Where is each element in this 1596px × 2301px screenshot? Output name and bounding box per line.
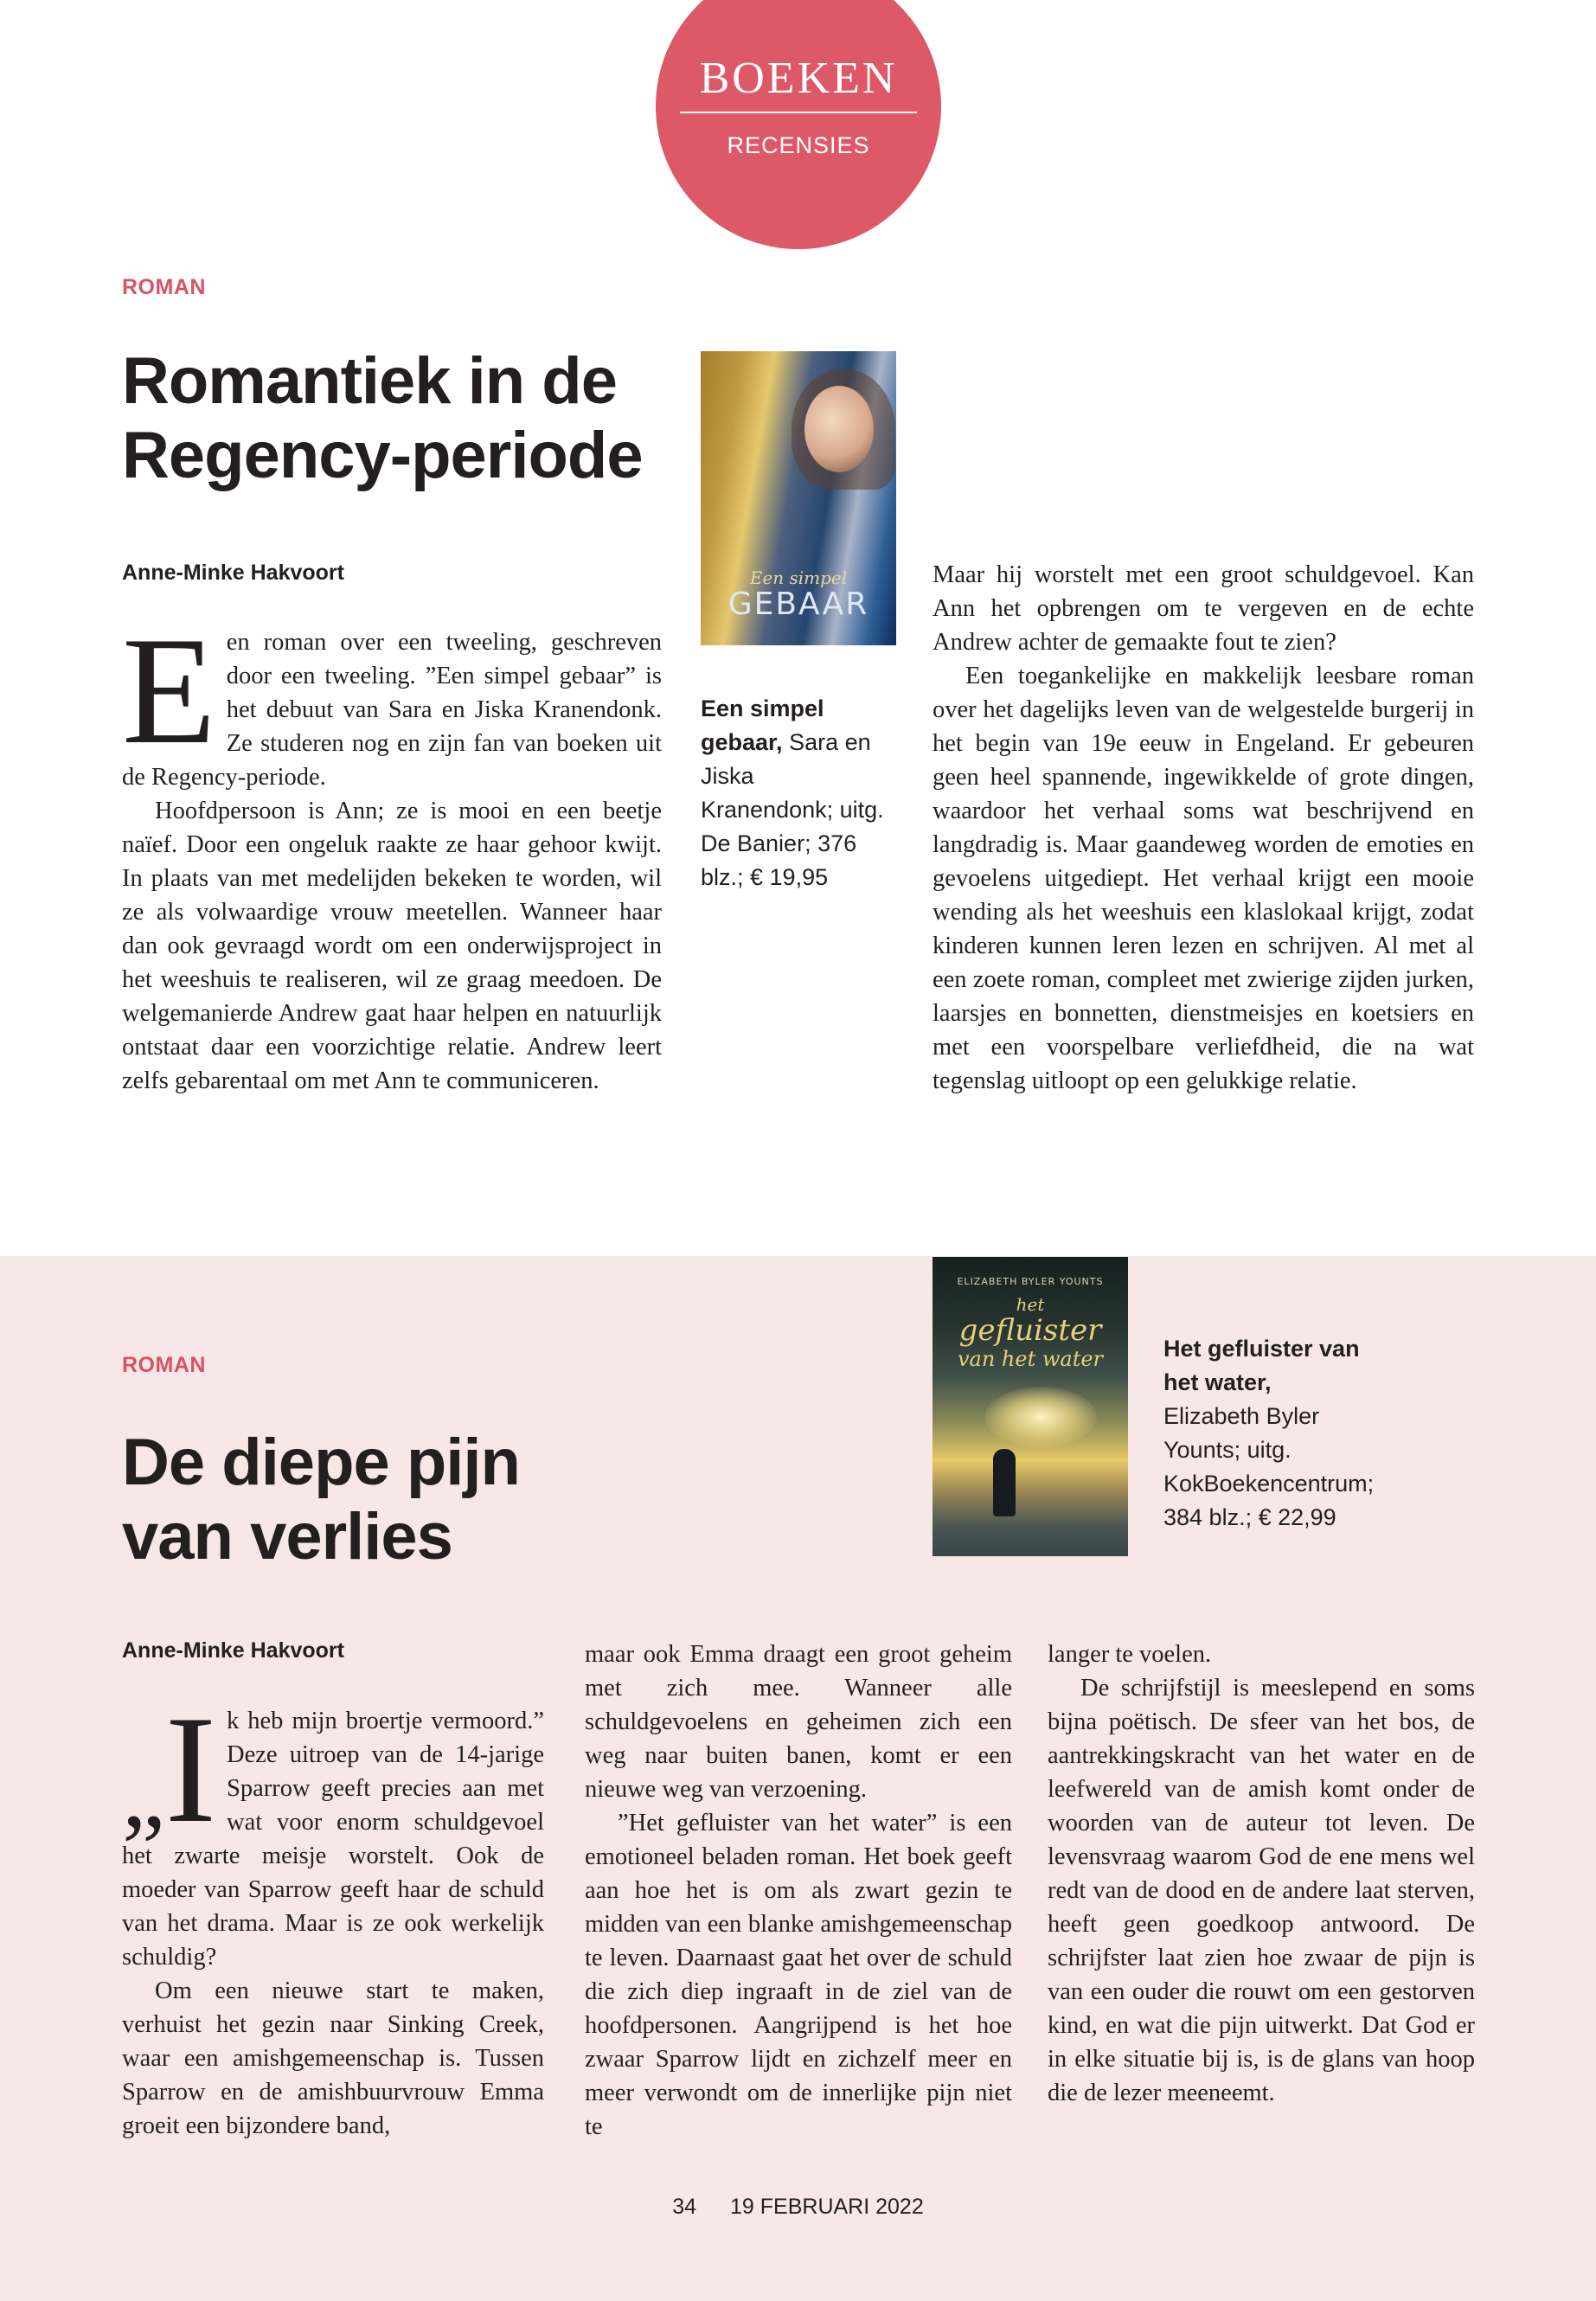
section-subtitle: RECENSIES bbox=[727, 132, 870, 158]
review1-col2-p1: Maar hij worstelt met een groot schuldgevoel. Kan Ann het opbrengen om te vergeven en de echte Andrew achter de gemaakte fout te zien? bbox=[933, 561, 1474, 656]
review2-column-3 bbox=[1048, 1638, 1475, 2110]
page-number: 34 bbox=[672, 2195, 697, 2219]
review2-title-line1: De diepe pijn bbox=[122, 1426, 520, 1499]
review2-column-2 bbox=[585, 1638, 1012, 2144]
cover2-title: het gefluister van het water bbox=[957, 1294, 1104, 1371]
section-badge bbox=[656, 0, 941, 249]
cover1-title: GEBAAR bbox=[727, 586, 869, 622]
review2-col2-p1: maar ook Emma draagt een groot geheim met zich mee. Wanneer alle schuldgevoelens en geheimen zich een weg naar buiten banen, komt er een nieuwe weg van verzoening. bbox=[585, 1641, 1012, 1803]
cover1-subtitle: Een simpel bbox=[749, 567, 848, 588]
book-cover-het-gefluister-van-het-water bbox=[933, 1257, 1128, 1556]
review1-headline bbox=[122, 344, 693, 493]
review1-column-2 bbox=[933, 558, 1474, 1098]
review2-book-details: Elizabeth Byler Younts; uitg. KokBoekencentrum; 384 blz.; € 22,99 bbox=[1163, 1403, 1375, 1530]
review1-author: Anne-Minke Hakvoort bbox=[122, 561, 344, 585]
cover2-author: ELIZABETH BYLER YOUNTS bbox=[957, 1276, 1104, 1287]
cover2-girl-silhouette bbox=[993, 1449, 1016, 1516]
review2-author: Anne-Minke Hakvoort bbox=[122, 1638, 344, 1663]
review1-column-1 bbox=[122, 605, 662, 1098]
review2-book-caption bbox=[1163, 1332, 1375, 1535]
review1-kicker: ROMAN bbox=[122, 275, 206, 299]
section-title: BOEKEN bbox=[699, 54, 898, 103]
review2-col3-p2: De schrijfstijl is meeslepend en soms bijna poëtisch. De sfeer van het bos, de aantrekkingskracht van het water en de leefwereld van de amish komt onder de woorden van de auteur tot leven. De levensvraag waarom God de ene mens wel redt van de dood en de andere laat sterven, heeft geen goedkoop antwoord. De schrijfster laat zien hoe zwaar de pijn is van een ouder die rouwt om een gestorven kind, en wat die pijn uitwerkt. Dat God er in elke situatie bij is, is de glans van hoop die de lezer meeneemt. bbox=[1048, 1675, 1475, 2106]
review2-col1-p1: k heb mijn broertje vermoord.” Deze uitroep van de 14-jarige Sparrow geeft precies aan met wat voor enorm schuldgevoel het zwarte meisje worstelt. Ook de moeder van Sparrow geeft haar de schuld van het drama. Maar is ze ook werkelijk schuldig? bbox=[122, 1708, 544, 1971]
review1-col1-p1: en roman over een tweeling, geschreven door een tweeling. ”Een simpel gebaar” is het debuut van Sara en Jiska Kranendonk. Ze studeren nog en zijn fan van boeken uit de Regency-periode. bbox=[122, 629, 662, 791]
review1-title-line1: Romantiek in de bbox=[122, 344, 617, 418]
review2-dropcap: „I bbox=[122, 1683, 216, 1855]
review1-col1-p2: Hoofdpersoon is Ann; ze is mooi en een beetje naïef. Door een ongeluk raakte ze haar gehoor kwijt. In plaats van met medelijden bekeken te worden, wil ze als volwaardige vrouw meetellen. Wanneer haar dan ook gevraagd wordt om een onderwijsproject in het weeshuis te realiseren, wil ze graag meedoen. De welgemanierde Andrew gaat haar helpen en natuurlijk ontstaat daar een voorzichtige relatie. Andrew leert zelfs gebarentaal om met Ann te communiceren. bbox=[122, 798, 662, 1094]
review2-col3-p1: langer te voelen. bbox=[1048, 1641, 1212, 1668]
review1-title-line2: Regency-periode bbox=[122, 419, 643, 492]
review1-dropcap: E bbox=[122, 605, 216, 776]
review2-col1-p2: Om een nieuwe start te maken, verhuist het gezin naar Sinking Creek, waar een amishgemeenschap is. Tussen Sparrow en de amishbuurvrouw Emma groeit een bijzondere band, bbox=[122, 1977, 544, 2139]
review2-headline bbox=[122, 1426, 693, 1574]
review1-col2-p2: Een toegankelijke en makkelijk leesbare roman over het dagelijks leven van de welgestelde burgerij in het begin van 19e eeuw in Engeland. Er gebeuren geen heel spannende, ingewikkelde of grote dingen, waardoor het verhaal soms wat beschrijvend en langdradig is. Maar gaandeweg worden de emoties en gevoelens uitgediept. Het verhaal krijgt een mooie wending als het weeshuis een klaslokaal krijgt, zodat kinderen kunnen leren lezen en schrijven. Al met al een zoete roman, compleet met zwierige zijden jurken, laarsjes en bonnetten, dienstmeisjes en koetsiers en met een voorspelbare verliefdheid, die na wat tegenslag uitloopt op een gelukkige relatie. bbox=[933, 663, 1474, 1094]
page-footer bbox=[0, 2195, 1596, 2220]
issue-date: 19 FEBRUARI 2022 bbox=[730, 2195, 924, 2219]
book-cover-een-simpel-gebaar bbox=[701, 351, 896, 645]
review1-book-caption bbox=[701, 692, 891, 894]
cover2-sunlight bbox=[984, 1387, 1097, 1447]
review2-col2-p2: ”Het gefluister van het water” is een emotioneel beladen roman. Het boek geeft aan hoe het is om als zwart gezin te midden van een blanke amishgemeenschap te leven. Daarnaast gaat het over de schuld die zich diep ingraaft in de ziel van de hoofdpersonen. Aangrijpend is het hoe zwaar Sparrow lijdt en zichzelf meer en meer verwondt om de innerlijke pijn niet te bbox=[585, 1810, 1012, 2140]
review2-kicker: ROMAN bbox=[122, 1353, 206, 1377]
cover-portrait-face bbox=[804, 386, 874, 472]
review1-book-details: Sara en Jiska Kranendonk; uitg. De Banier; 376 blz.; € 19,95 bbox=[701, 729, 884, 890]
review2-book-title: Het gefluister van het water, bbox=[1163, 1336, 1360, 1395]
review2-title-line2: van verlies bbox=[122, 1500, 452, 1574]
review2-column-1 bbox=[122, 1683, 544, 2143]
badge-divider bbox=[680, 112, 917, 113]
review1-book-title: Een simpel gebaar, bbox=[701, 695, 824, 755]
